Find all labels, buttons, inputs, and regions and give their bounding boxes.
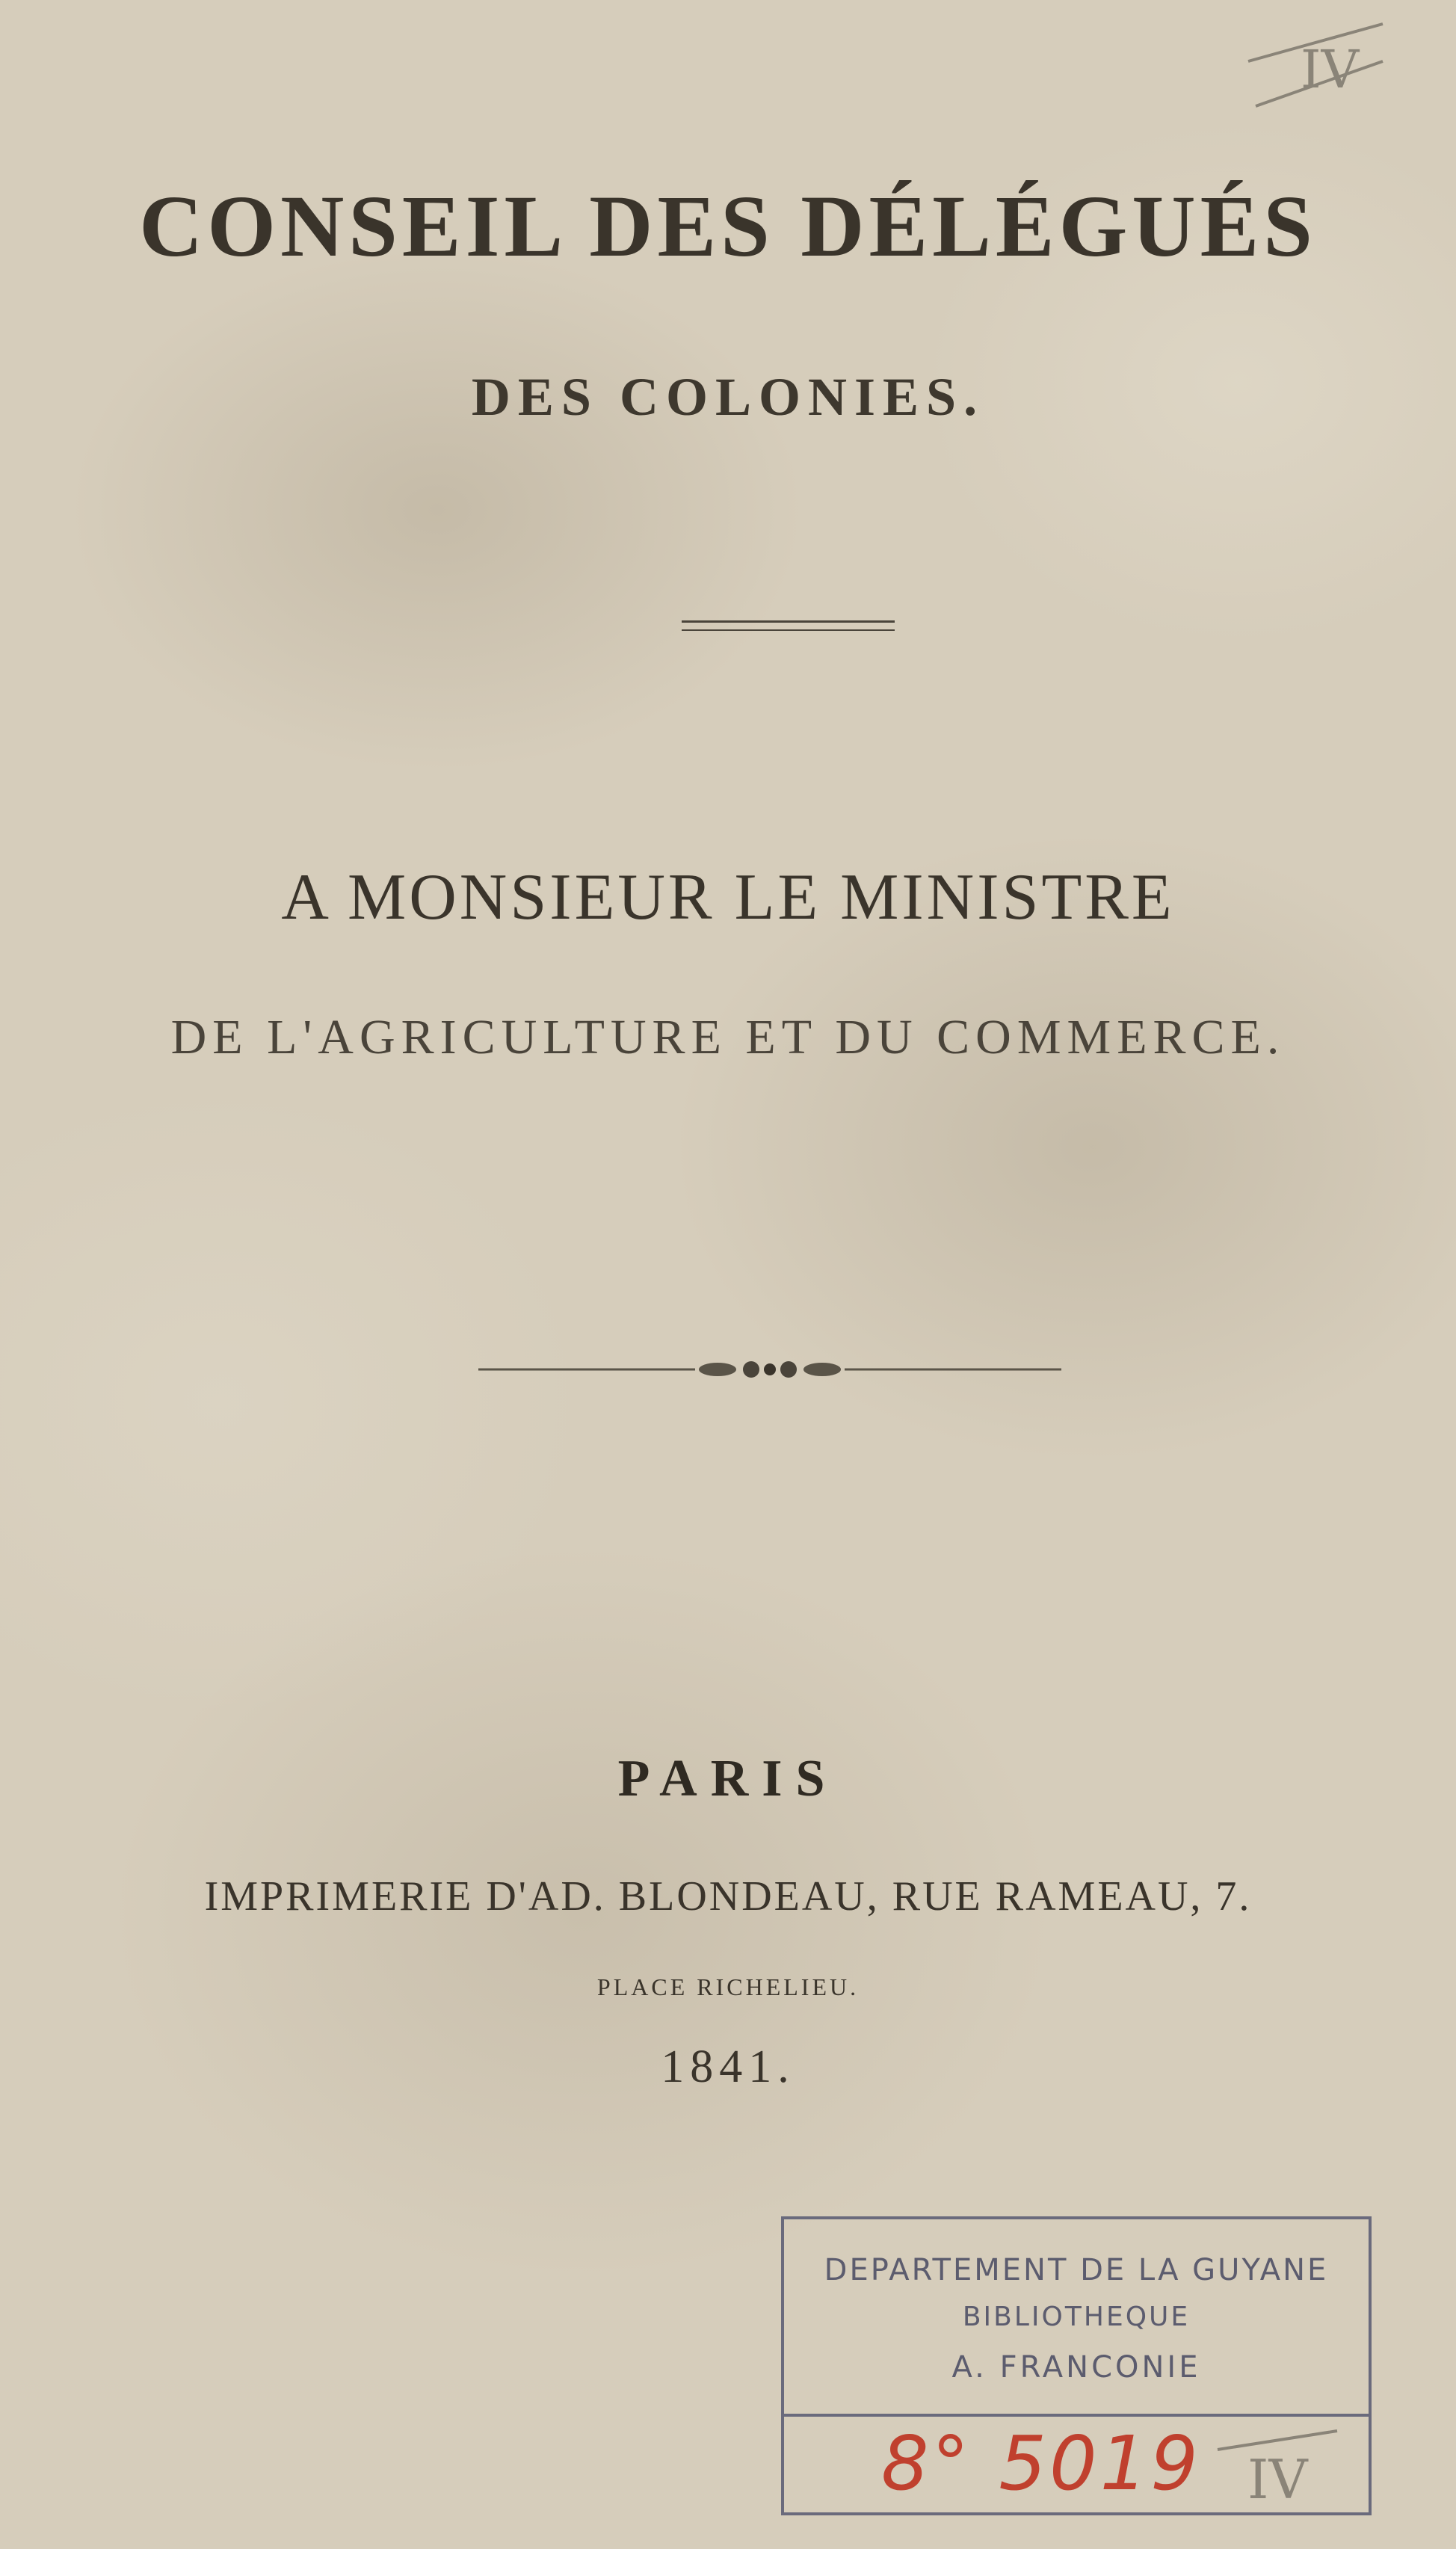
imprint-printer: IMPRIMERIE D'AD. BLONDEAU, RUE RAMEAU, 7. <box>204 1873 1252 1920</box>
title-line-1: CONSEIL DES DÉLÉGUÉS <box>139 177 1317 275</box>
stamp-mark-iv <box>1203 2427 1352 2509</box>
address-line-1: A MONSIEUR LE MINISTRE <box>281 861 1175 934</box>
imprint-place: PLACE RICHELIEU. <box>596 1973 860 2000</box>
title-line-2: DES COLONIES. <box>471 367 985 427</box>
shelf-mark-text: IV <box>1301 39 1360 100</box>
title-rule <box>682 620 895 631</box>
library-stamp <box>781 2216 1372 2515</box>
stamp-line-1: DEPARTEMENT DE LA GUYANE <box>824 2253 1329 2287</box>
stamp-mark-text: IV <box>1247 2448 1308 2509</box>
imprint-city: PARIS <box>617 1750 839 1807</box>
stamp-line-3: A. FRANCONIE <box>951 2350 1201 2385</box>
address-line-2: DE L'AGRICULTURE ET DU COMMERCE. <box>170 1010 1286 1064</box>
shelf-mark-iv <box>1241 16 1390 114</box>
ornamental-rule <box>471 1357 1069 1382</box>
stamp-divider <box>784 2414 1369 2417</box>
imprint-year: 1841. <box>661 2041 795 2092</box>
call-number: 8° 5019 <box>881 2420 1201 2507</box>
stamp-line-2: BIBLIOTHEQUE <box>962 2302 1191 2332</box>
